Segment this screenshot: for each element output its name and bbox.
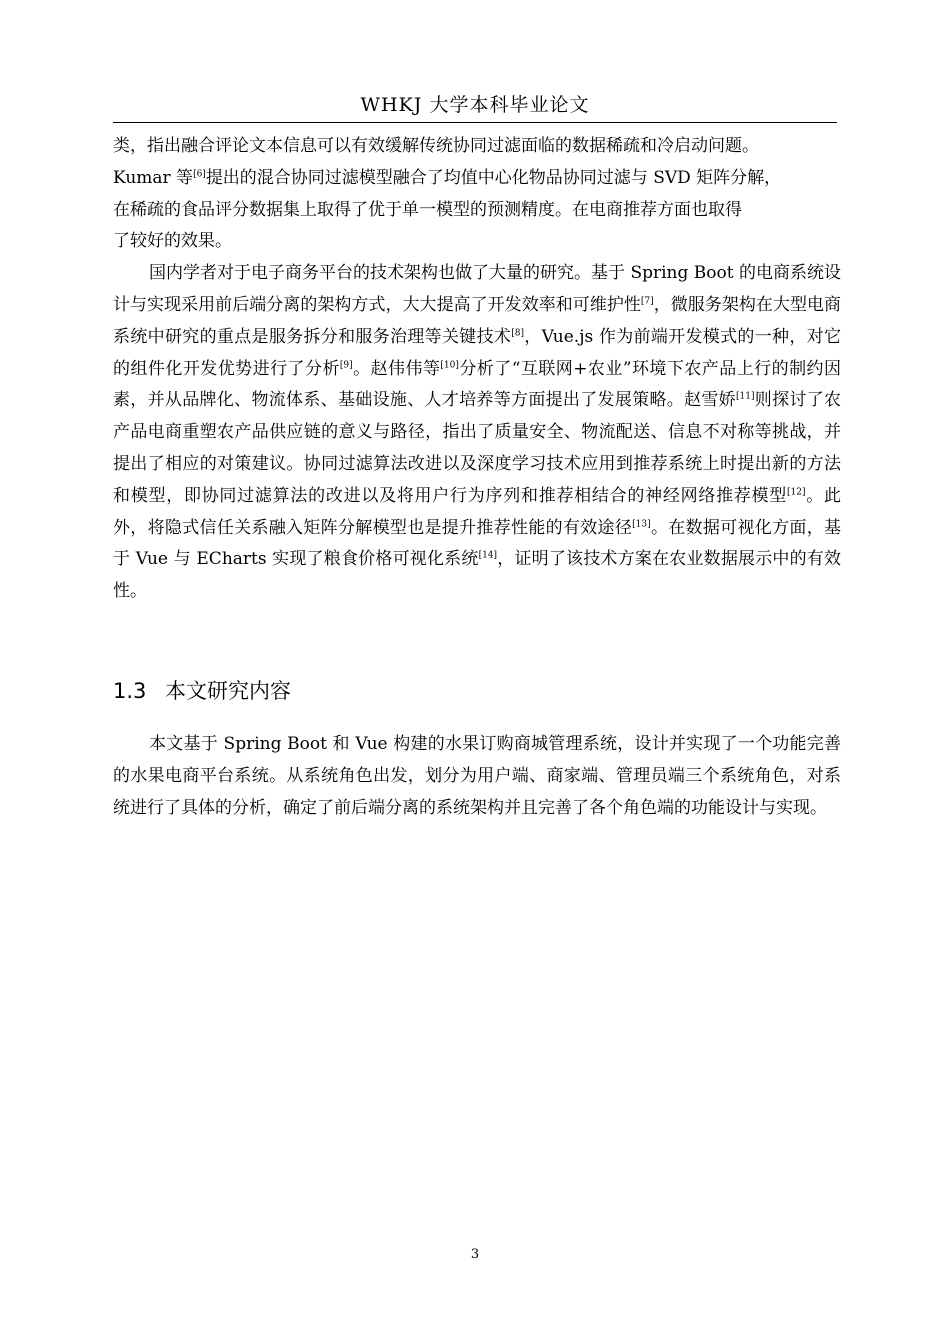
text-span: 国内学者对于电子商务平台的技术架构也做了大量的研究。基于 Spring Boot 的电商系统设计与实现采用前后端分离的架构方式，大大提高了开发效率和可维护性 xyxy=(113,263,841,315)
citation-ref: [12] xyxy=(787,487,806,498)
citation-ref: [9] xyxy=(339,359,353,370)
text-span: 。赵伟伟等 xyxy=(352,358,441,379)
page-header: WHKJ 大学本科毕业论文 xyxy=(360,94,590,116)
text-span: ，Vue.js 作为前端开发模式的一种，对它的组件化开发优势进行了分析 xyxy=(113,326,841,379)
text-span: ，微服务架构在大型电商系统中研究的重点是服务拆分和服务治理等关键技术 xyxy=(113,294,841,347)
text-span: Kumar 等 xyxy=(113,167,194,188)
text-line: 类，指出融合评论文本信息可以有效缓解传统协同过滤面临的数据稀疏和冷启动问题。 xyxy=(113,136,759,156)
section-title: 本文研究内容 xyxy=(165,679,291,703)
citation-ref: [7] xyxy=(640,296,654,307)
citation-ref: [11] xyxy=(736,391,755,402)
page-number: 3 xyxy=(470,1247,480,1262)
section-number: 1.3 xyxy=(113,679,147,703)
text-line: 了较好的效果。 xyxy=(113,231,232,252)
paragraph-research-content: 本文基于 Spring Boot 和 Vue 构建的水果订购商城管理系统，设计并实现了一个功能完善的水果电商平台系统。从系统角色出发，划分为用户端、商家端、管理员端三个系统角色，对系统进行了具体的分析，确定了前后端分离的系统架构并且完善了各个角色端的功能设计与实现。 xyxy=(113,734,841,818)
text-span: 分析了“互联网+农业”环境下农产品上行的制约因素，并从品牌化、物流体系、基础设施、人才培养等方面提出了发展策略。赵雪娇 xyxy=(113,358,841,411)
body-text-block xyxy=(113,131,841,608)
text-span: 则探讨了农产品电商重塑农产品供应链的意义与路径，指出了质量安全、物流配送、信息不对称等挑战，并提出了相应的对策建议。协同过滤算法改进以及深度学习技术应用到推荐系统上时提出新的方法和模型，即协同过滤算法的改进以及将用户行为序列和推荐相结合的神经网络推荐模型 xyxy=(113,390,842,506)
citation-ref: [13] xyxy=(632,518,651,529)
citation-ref: [10] xyxy=(440,359,459,370)
section-heading xyxy=(113,676,291,706)
text-line: 在稀疏的食品评分数据集上取得了优于单一模型的预测精度。在电商推荐方面也取得 xyxy=(113,199,742,220)
citation-ref: [14] xyxy=(478,550,498,561)
header-divider xyxy=(113,122,837,123)
text-span: 。此外，将隐式信任关系融入矩阵分解模型也是提升推荐性能的有效途径 xyxy=(113,485,842,538)
citation-ref: [6] xyxy=(193,169,206,180)
body-text-block-2 xyxy=(113,729,841,824)
paragraph-domestic-research xyxy=(113,258,841,608)
text-span: 。在数据可视化方面，基于 Vue 与 ECharts 实现了粮食价格可视化系统 xyxy=(113,517,841,570)
citation-ref: [8] xyxy=(511,328,524,339)
text-span: 提出的混合协同过滤模型融合了均值中心化物品协同过滤与 SVD 矩阵分解， xyxy=(205,167,782,188)
text-span: ，证明了该技术方案在农业数据展示中的有效性。 xyxy=(113,549,842,602)
paragraph-continuation xyxy=(113,131,841,258)
